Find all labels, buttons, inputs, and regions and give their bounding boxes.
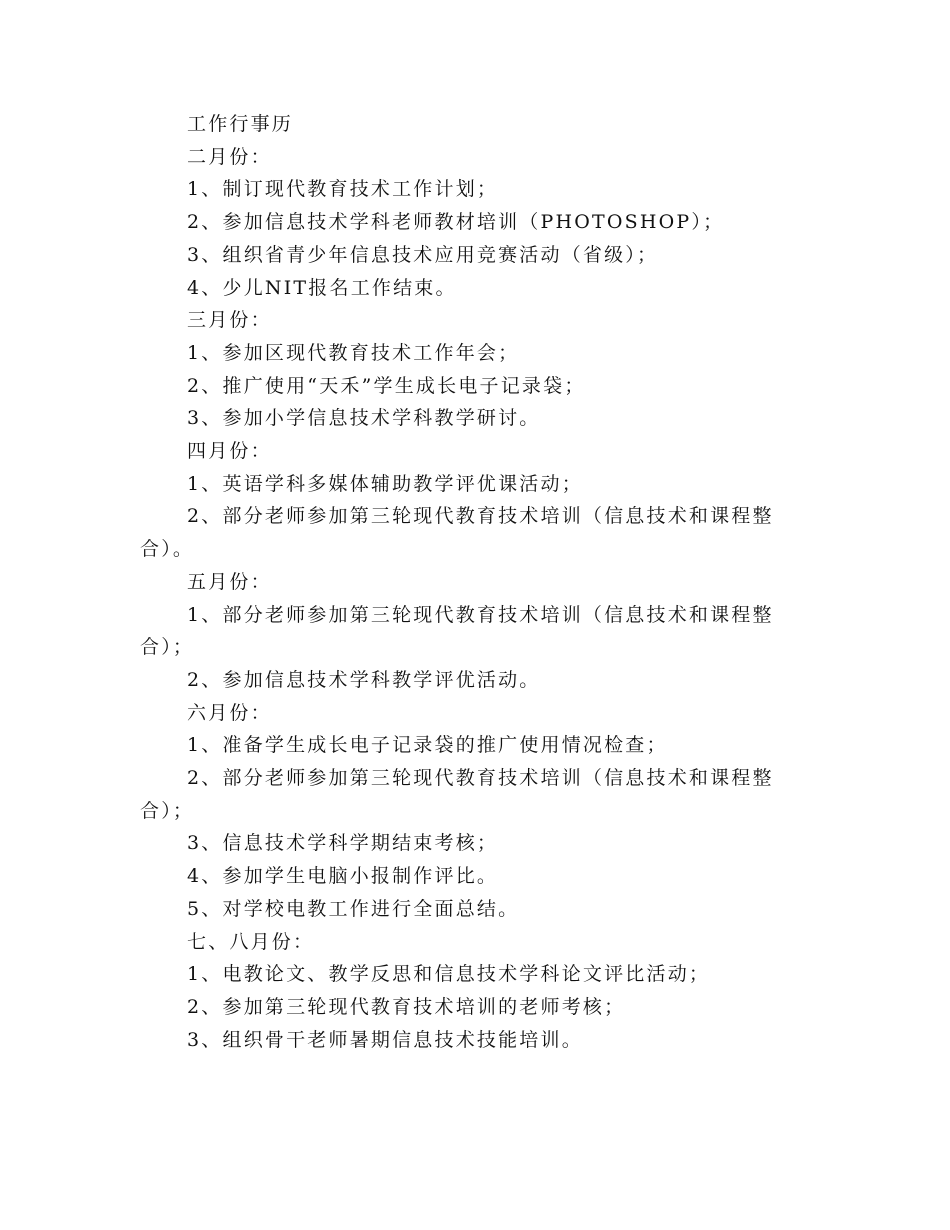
list-item: 3、组织骨干老师暑期信息技术技能培训。	[187, 1028, 583, 1051]
list-item: 2、部分老师参加第三轮现代教育技术培训（信息技术和课程整合）。	[140, 505, 774, 561]
section-heading-mar: 三月份：	[187, 309, 272, 332]
list-item: 5、对学校电教工作进行全面总结。	[187, 897, 520, 920]
section-heading-jul-aug: 七、八月份：	[187, 930, 315, 953]
list-item: 3、参加小学信息技术学科教学研讨。	[187, 407, 541, 430]
list-item: 3、信息技术学科学期结束考核；	[187, 832, 499, 855]
list-item: 1、准备学生成长电子记录袋的推广使用情况检查；	[187, 734, 668, 757]
section-heading-jun: 六月份：	[187, 701, 272, 724]
list-item: 2、推广使用“天禾”学生成长电子记录袋；	[187, 374, 586, 397]
list-item: 1、英语学科多媒体辅助教学评优课活动；	[187, 472, 583, 495]
list-item: 1、电教论文、教学反思和信息技术学科论文评比活动；	[187, 963, 711, 986]
list-item: 1、部分老师参加第三轮现代教育技术培训（信息技术和课程整合）；	[140, 603, 774, 659]
list-item: 2、参加第三轮现代教育技术培训的老师考核；	[187, 995, 626, 1018]
list-item: 1、参加区现代教育技术工作年会；	[187, 341, 520, 364]
list-item: 2、部分老师参加第三轮现代教育技术培训（信息技术和课程整合）；	[140, 767, 774, 822]
section-heading-feb: 二月份：	[187, 145, 272, 168]
section-heading-apr: 四月份：	[187, 440, 272, 463]
list-item: 2、参加信息技术学科教学评优活动。	[187, 668, 541, 691]
list-item: 4、少儿NIT报名工作结束。	[187, 276, 457, 299]
section-heading-may: 五月份：	[187, 570, 272, 593]
document-body	[140, 108, 790, 1056]
doc-title: 工作行事历	[187, 113, 294, 135]
list-item: 1、制订现代教育技术工作计划；	[187, 178, 499, 201]
list-item: 4、参加学生电脑小报制作评比。	[187, 865, 499, 888]
list-item: 2、参加信息技术学科老师教材培训（PHOTOSHOP）；	[187, 211, 725, 234]
list-item: 3、组织省青少年信息技术应用竞赛活动（省级）；	[187, 243, 659, 266]
